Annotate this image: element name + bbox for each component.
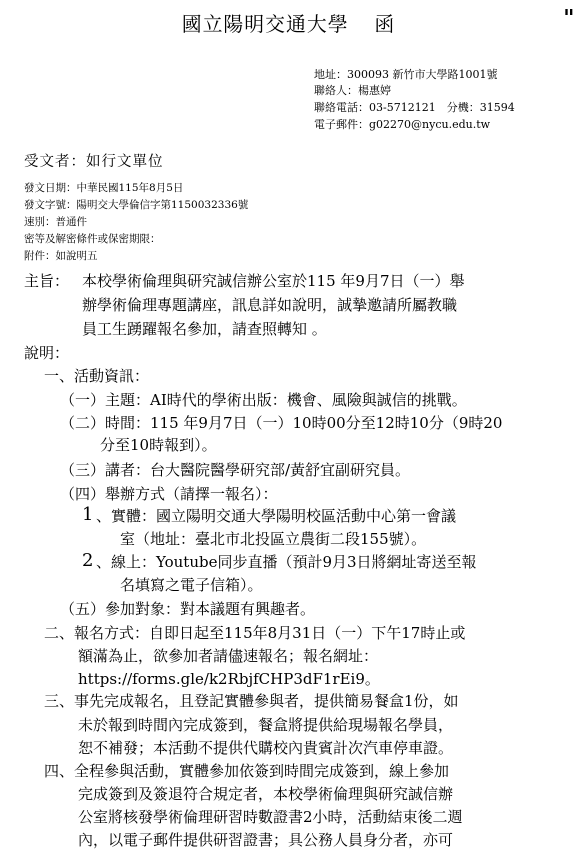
phone-line: 聯絡電話：03-5712121 分機：31594: [314, 101, 515, 114]
section-4-line-1: 四、全程參與活動，實體參加依簽到時間完成簽到，線上參加: [44, 762, 450, 780]
issue-date: 發文日期：中華民國115年8月5日: [24, 182, 184, 194]
email-line: 電子郵件：g02270@nycu.edu.tw: [314, 118, 491, 131]
section-4-line-2: 完成簽到及簽退符合規定者，本校學術倫理與研究誠信辦: [78, 785, 454, 803]
org-name: 國立陽明交通大學: [181, 12, 349, 36]
item-time-line-2: 分至10時報到）。: [100, 436, 217, 454]
mode-2-line-1: 、線上：Youtube同步直播（預計9月3日將網址寄送至報: [96, 553, 477, 571]
section-3-line-2: 未於報到時間內完成簽到，餐盒將提供給現場報名學員，: [78, 716, 454, 734]
item-target: （五）參加對象：對本議題有興趣者。: [60, 600, 316, 618]
mode-1-line-1: 、實體：國立陽明交通大學陽明校區活動中心第一會議: [96, 507, 457, 525]
contact-person-line: 聯絡人：楊惠婷: [314, 84, 391, 97]
secrecy-level: 密等及解密條件或保密期限：: [24, 233, 161, 245]
address-line: 地址：300093 新竹市大學路1001號: [314, 68, 498, 81]
section-3-line-1: 三、事先完成報名，且登記實體參與者，提供簡易餐盒1份，如: [44, 692, 459, 710]
section-4-line-3: 公室將核發學術倫理研習時數證書2小時，活動結束後二週: [78, 808, 463, 826]
subject-line-2: 辦學術倫理專題講座，訊息詳如說明，誠摯邀請所屬教職: [82, 296, 458, 314]
section-3-line-3: 恕不補發；本活動不提供代購校內貴賓計次汽車停車證。: [78, 739, 454, 757]
issue-number: 發文字號：陽明交大學倫信字第1150032336號: [24, 199, 249, 211]
section-4-line-4: 內，以電子郵件提供研習證書；具公務人員身分者，亦可: [78, 831, 454, 849]
delivery-speed: 速別：普通件: [24, 216, 87, 228]
section-2-line-1: 二、報名方式：自即日起至115年8月31日（一）下午17時止或: [44, 624, 466, 642]
registration-url: https://forms.gle/k2RbjfCHP3dF1rEi9。: [78, 670, 380, 688]
section-1-heading: 一、活動資訊：: [44, 367, 150, 385]
item-time-line-1: （二）時間：115 年9月7日（一）10時00分至12時10分（9時20: [60, 414, 503, 432]
mode-1-number: 1: [82, 504, 94, 525]
item-speaker: （三）講者：台大醫院醫學研究部/黃舒宜副研究員。: [60, 461, 411, 479]
mode-2-line-2: 名填寫之電子信箱）。: [120, 576, 263, 594]
subject-line-3: 員工生踴躍報名參加，請查照轉知 。: [82, 320, 327, 338]
corner-mark: [563, 0, 577, 6]
item-mode-heading: （四）舉辦方式（請擇一報名）：: [60, 485, 278, 503]
subject-line-1: 本校學術倫理與研究誠信辦公室於115 年9月7日（一）舉: [82, 272, 465, 290]
explanation-label: 說明：: [24, 344, 70, 362]
doc-type: 函: [374, 12, 396, 36]
mode-1-line-2: 室（地址：臺北市北投區立農街二段155號）。: [120, 530, 427, 548]
recipient-line: 受文者：如行文單位: [24, 154, 164, 170]
item-topic: （一）主題：AI時代的學術出版：機會、風險與誠信的挑戰。: [60, 391, 467, 409]
attachment-line: 附件：如說明五: [24, 250, 98, 262]
letter-header-title: [0, 8, 577, 37]
mode-2-number: 2: [82, 550, 94, 571]
section-2-line-2: 額滿為止，欲參加者請儘速報名；報名網址：: [78, 647, 379, 665]
subject-label: 主旨：: [24, 272, 70, 290]
